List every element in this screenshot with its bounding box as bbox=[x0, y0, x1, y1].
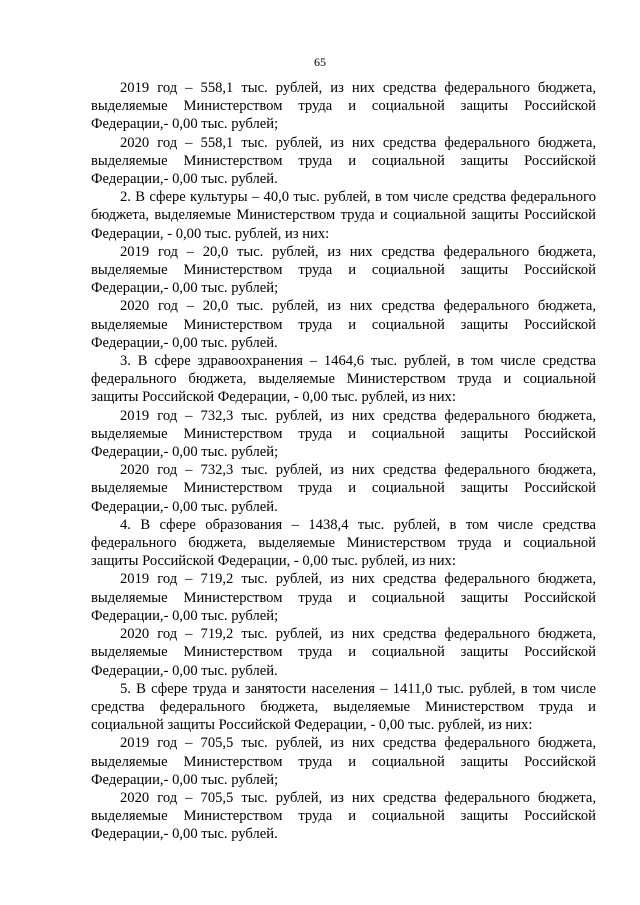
paragraph: 2020 год – 705,5 тыс. рублей, из них средства федерального бюджета, выделяемые Министерством труда и социальной защиты Российской Федерации,- 0,00 тыс. рублей. bbox=[91, 789, 596, 843]
paragraph: 4. В сфере образования – 1438,4 тыс. рублей, в том числе средства федерального бюджета, выделяемые Министерством труда и социальной защиты Российской Федерации, - 0,00 тыс. рублей, из них: bbox=[91, 516, 596, 570]
paragraph: 2019 год – 20,0 тыс. рублей, из них средства федерального бюджета, выделяемые Министерством труда и социальной защиты Российской Федерации,- 0,00 тыс. рублей; bbox=[91, 243, 596, 297]
paragraph: 2020 год – 732,3 тыс. рублей, из них средства федерального бюджета, выделяемые Министерством труда и социальной защиты Российской Федерации,- 0,00 тыс. рублей. bbox=[91, 462, 596, 515]
document-body bbox=[91, 79, 596, 844]
paragraph: 3. В сфере здравоохранения – 1464,6 тыс. рублей, в том числе средства федерального бюджета, выделяемые Министерством труда и социальной защиты Российской Федерации, - 0,00 тыс. рублей, из них: bbox=[91, 353, 596, 406]
paragraph: 2019 год – 705,5 тыс. рублей, из них средства федерального бюджета, выделяемые Министерством труда и социальной защиты Российской Федерации,- 0,00 тыс. рублей; bbox=[91, 735, 596, 788]
paragraph: 2019 год – 719,2 тыс. рублей, из них средства федерального бюджета, выделяемые Министерством труда и социальной защиты Российской Федерации,- 0,00 тыс. рублей; bbox=[91, 571, 596, 624]
paragraph: 2020 год – 719,2 тыс. рублей, из них средства федерального бюджета, выделяемые Министерством труда и социальной защиты Российской Федерации,- 0,00 тыс. рублей. bbox=[91, 626, 596, 679]
paragraph: 2019 год – 558,1 тыс. рублей, из них средства федерального бюджета, выделяемые Министерством труда и социальной защиты Российской Федерации,- 0,00 тыс. рублей; bbox=[91, 80, 596, 133]
paragraph: 5. В сфере труда и занятости населения – 1411,0 тыс. рублей, в том числе средства федерального бюджета, выделяемые Министерством труда и социальной защиты Российской Федерации, - 0,00 тыс. рублей, из них: bbox=[91, 680, 596, 734]
paragraph: 2020 год – 20,0 тыс. рублей, из них средства федерального бюджета, выделяемые Министерством труда и социальной защиты Российской Федерации,- 0,00 тыс. рублей. bbox=[91, 298, 596, 351]
paragraph: 2019 год – 732,3 тыс. рублей, из них средства федерального бюджета, выделяемые Министерством труда и социальной защиты Российской Федерации,- 0,00 тыс. рублей; bbox=[91, 407, 596, 461]
page-number: 65 bbox=[314, 55, 326, 69]
paragraph: 2020 год – 558,1 тыс. рублей, из них средства федерального бюджета, выделяемые Министерством труда и социальной защиты Российской Федерации,- 0,00 тыс. рублей. bbox=[91, 134, 596, 188]
paragraph: 2. В сфере культуры – 40,0 тыс. рублей, в том числе средства федерального бюджета, выделяемые Министерством труда и социальной защиты Российской Федерации, - 0,00 тыс. рублей, из них: bbox=[91, 189, 596, 242]
